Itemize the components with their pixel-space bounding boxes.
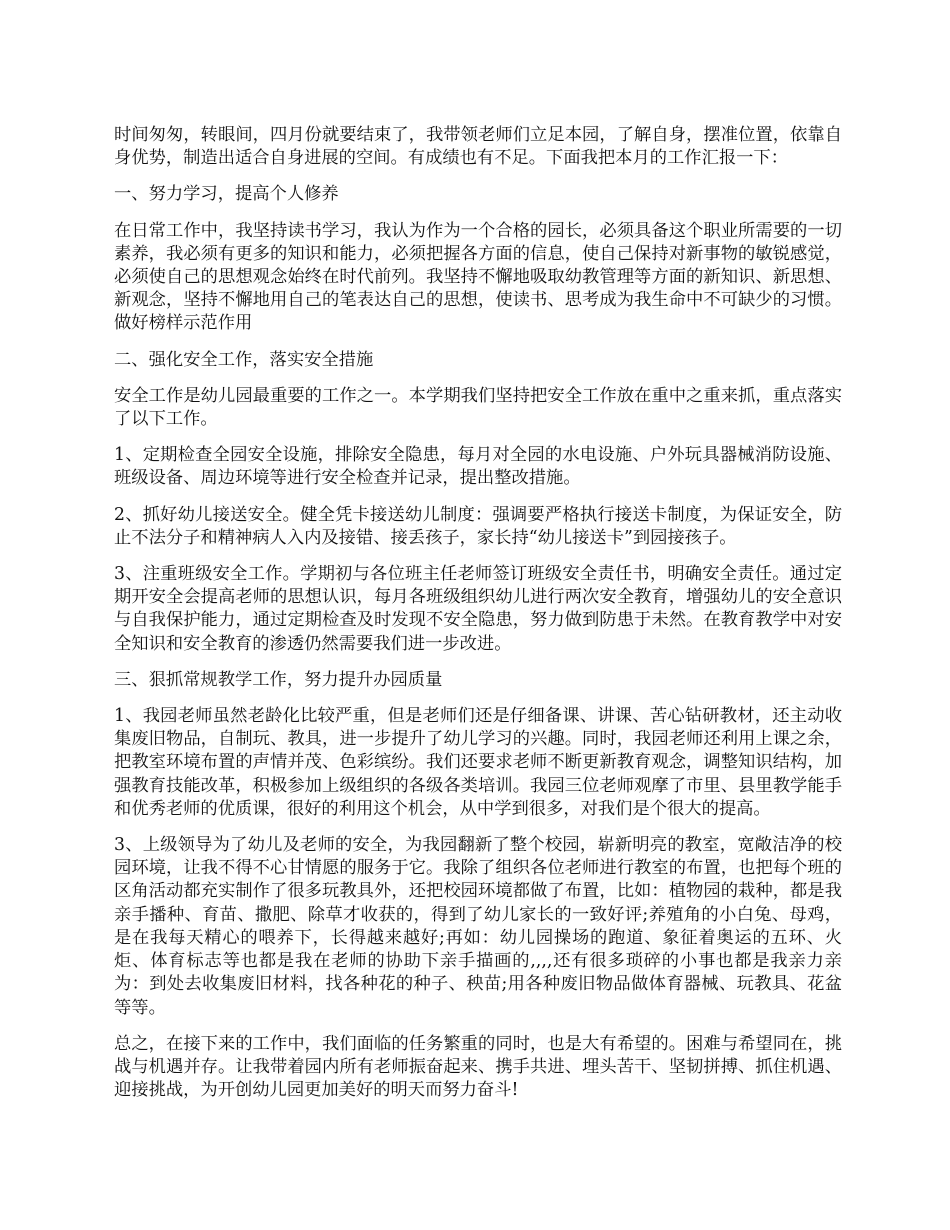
- paragraph-safety-item-1: 1、定期检查全园安全设施，排除安全隐患，每月对全园的水电设施、户外玩具器械消防设施、班级设备、周边环境等进行安全检查并记录，提出整改措施。: [114, 445, 842, 489]
- paragraph-conclusion: 总之，在接下来的工作中，我们面临的任务繁重的同时，也是大有希望的。困难与希望同在，挑战与机遇并存。让我带着园内所有老师振奋起来、携手共进、埋头苦干、坚韧拼搏、抓住机遇、迎接挑战，为开创幼儿园更加美好的明天而努力奋斗!: [114, 1033, 842, 1101]
- paragraph-teaching-item-3: 3、上级领导为了幼儿及老师的安全，为我园翻新了整个校园，崭新明亮的教室，宽敞洁净的校园环境，让我不得不心甘情愿的服务于它。我除了组织各位老师进行教室的布置，也把每个班的区角活动都充实制作了很多玩教具外，还把校园环境都做了布置，比如：植物园的栽种，都是我亲手播种、育苗、撒肥、除草才收获的，得到了幼儿家长的一致好评;养殖角的小白兔、母鸡，是在我每天精心的喂养下，长得越来越好;再如：幼儿园操场的跑道、象征着奥运的五环、火炬、体育标志等也都是我在老师的协助下亲手描画的,,,,还有很多琐碎的小事也都是我亲力亲为：到处去收集废旧材料，找各种花的种子、秧苗;用各种废旧物品做体育器械、玩教具、花盆等等。: [114, 835, 842, 1018]
- section-heading-2: 二、强化安全工作，落实安全措施: [114, 349, 374, 370]
- paragraph-study: 在日常工作中，我坚持读书学习，我认为作为一个合格的园长，必须具备这个职业所需要的一切素养，我必须有更多的知识和能力，必须把握各方面的信息，使自己保持对新事物的敏锐感觉，必须使自己的思想观念始终在时代前列。我坚持不懈地吸取幼教管理等方面的新知识、新思想、新观念，坚持不懈地用自己的笔表达自己的思想，使读书、思考成为我生命中不可缺少的习惯。做好榜样示范作用: [114, 220, 842, 334]
- paragraph-safety-intro: 安全工作是幼儿园最重要的工作之一。本学期我们坚持把安全工作放在重中之重来抓，重点落实了以下工作。: [114, 385, 842, 430]
- section-heading-3: 三、狠抓常规教学工作，努力提升办园质量: [114, 669, 443, 690]
- paragraph-safety-item-2: 2、抓好幼儿接送安全。健全凭卡接送幼儿制度：强调要严格执行接送卡制度，为保证安全，防止不法分子和精神病人入内及接错、接丢孩子，家长持“幼儿接送卡”到园接孩子。: [114, 504, 842, 548]
- paragraph-safety-item-3: 3、注重班级安全工作。学期初与各位班主任老师签订班级安全责任书，明确安全责任。通过定期开安全会提高老师的思想认识，每月各班级组织幼儿进行两次安全教育，增强幼儿的安全意识与自我保护能力，通过定期检查及时发现不安全隐患，努力做到防患于未然。在教育教学中对安全知识和安全教育的渗透仍然需要我们进一步改进。: [114, 564, 842, 654]
- document-body: [114, 124, 842, 1115]
- section-heading-1: 一、努力学习，提高个人修养: [114, 184, 339, 205]
- paragraph-intro: 时间匆匆，转眼间，四月份就要结束了，我带领老师们立足本园，了解自身，摆准位置，依靠自身优势，制造出适合自身进展的空间。有成绩也有不足。下面我把本月的工作汇报一下：: [114, 125, 842, 169]
- paragraph-teaching-item-1: 1、我园老师虽然老龄化比较严重，但是老师们还是仔细备课、讲课、苦心钻研教材，还主动收集废旧物品，自制玩、教具，进一步提升了幼儿学习的兴趣。同时，我园老师还利用上课之余，把教室环境布置的声情并茂、色彩缤纷。我们还要求老师不断更新教育观念，调整知识结构，加强教育技能改革，积极参加上级组织的各级各类培训。我园三位老师观摩了市里、县里教学能手和优秀老师的优质课，很好的利用这个机会，从中学到很多，对我们是个很大的提高。: [114, 706, 842, 819]
